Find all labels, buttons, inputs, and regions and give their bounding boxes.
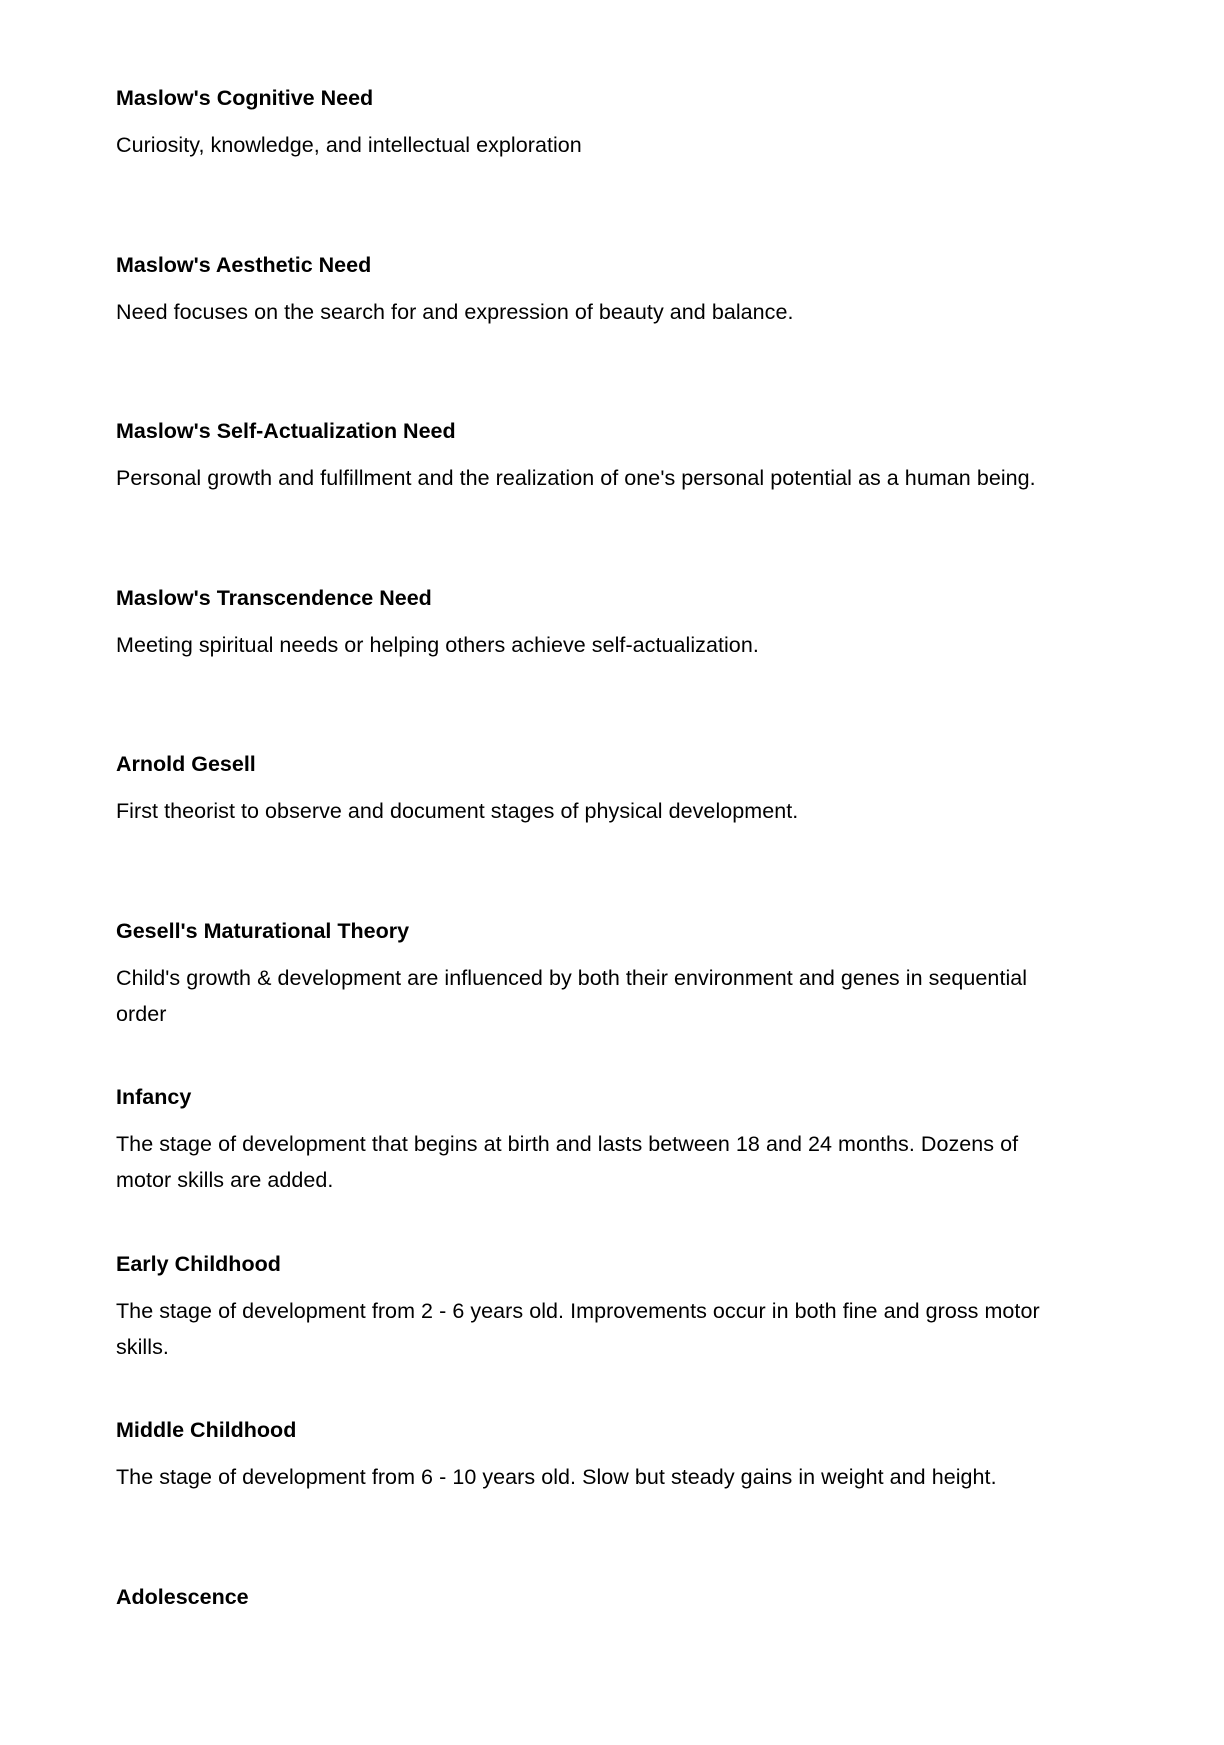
entry-maturational-theory [116,913,1076,1080]
term-definition: First theorist to observe and document stages of physical development. [116,793,1076,829]
term-definition: Child's growth & development are influenced by both their environment and genes in sequential order [116,960,1076,1032]
term-definition: The stage of development that begins at birth and lasts between 18 and 24 months. Dozens of motor skills are added. [116,1126,1076,1198]
entry-early-childhood [116,1246,1076,1413]
flashcard-list [116,80,1076,1745]
term-definition: Personal growth and fulfillment and the realization of one's personal potential as a human being. [116,460,1076,496]
term-definition: The stage of development from 6 - 10 years old. Slow but steady gains in weight and height. [116,1459,1076,1495]
entry-arnold-gesell [116,746,1076,913]
term-title: Maslow's Aesthetic Need [116,247,1076,283]
entry-transcendence-need [116,580,1076,747]
entry-adolescence [116,1579,1076,1745]
term-title: Adolescence [116,1579,1076,1615]
entry-cognitive-need [116,80,1076,247]
term-title: Maslow's Cognitive Need [116,80,1076,116]
term-title: Middle Childhood [116,1412,1076,1448]
term-definition: Meeting spiritual needs or helping others achieve self-actualization. [116,627,1076,663]
term-definition: The stage of development from 2 - 6 years old. Improvements occur in both fine and gross motor skills. [116,1293,1076,1365]
term-title: Arnold Gesell [116,746,1076,782]
term-definition: Need focuses on the search for and expression of beauty and balance. [116,294,1076,330]
term-title: Infancy [116,1079,1076,1115]
term-title: Maslow's Transcendence Need [116,580,1076,616]
entry-self-actualization-need [116,413,1076,580]
term-definition: Curiosity, knowledge, and intellectual exploration [116,127,1076,163]
entry-middle-childhood [116,1412,1076,1579]
term-title: Early Childhood [116,1246,1076,1282]
term-title: Gesell's Maturational Theory [116,913,1076,949]
term-title: Maslow's Self-Actualization Need [116,413,1076,449]
entry-infancy [116,1079,1076,1246]
entry-aesthetic-need [116,247,1076,414]
